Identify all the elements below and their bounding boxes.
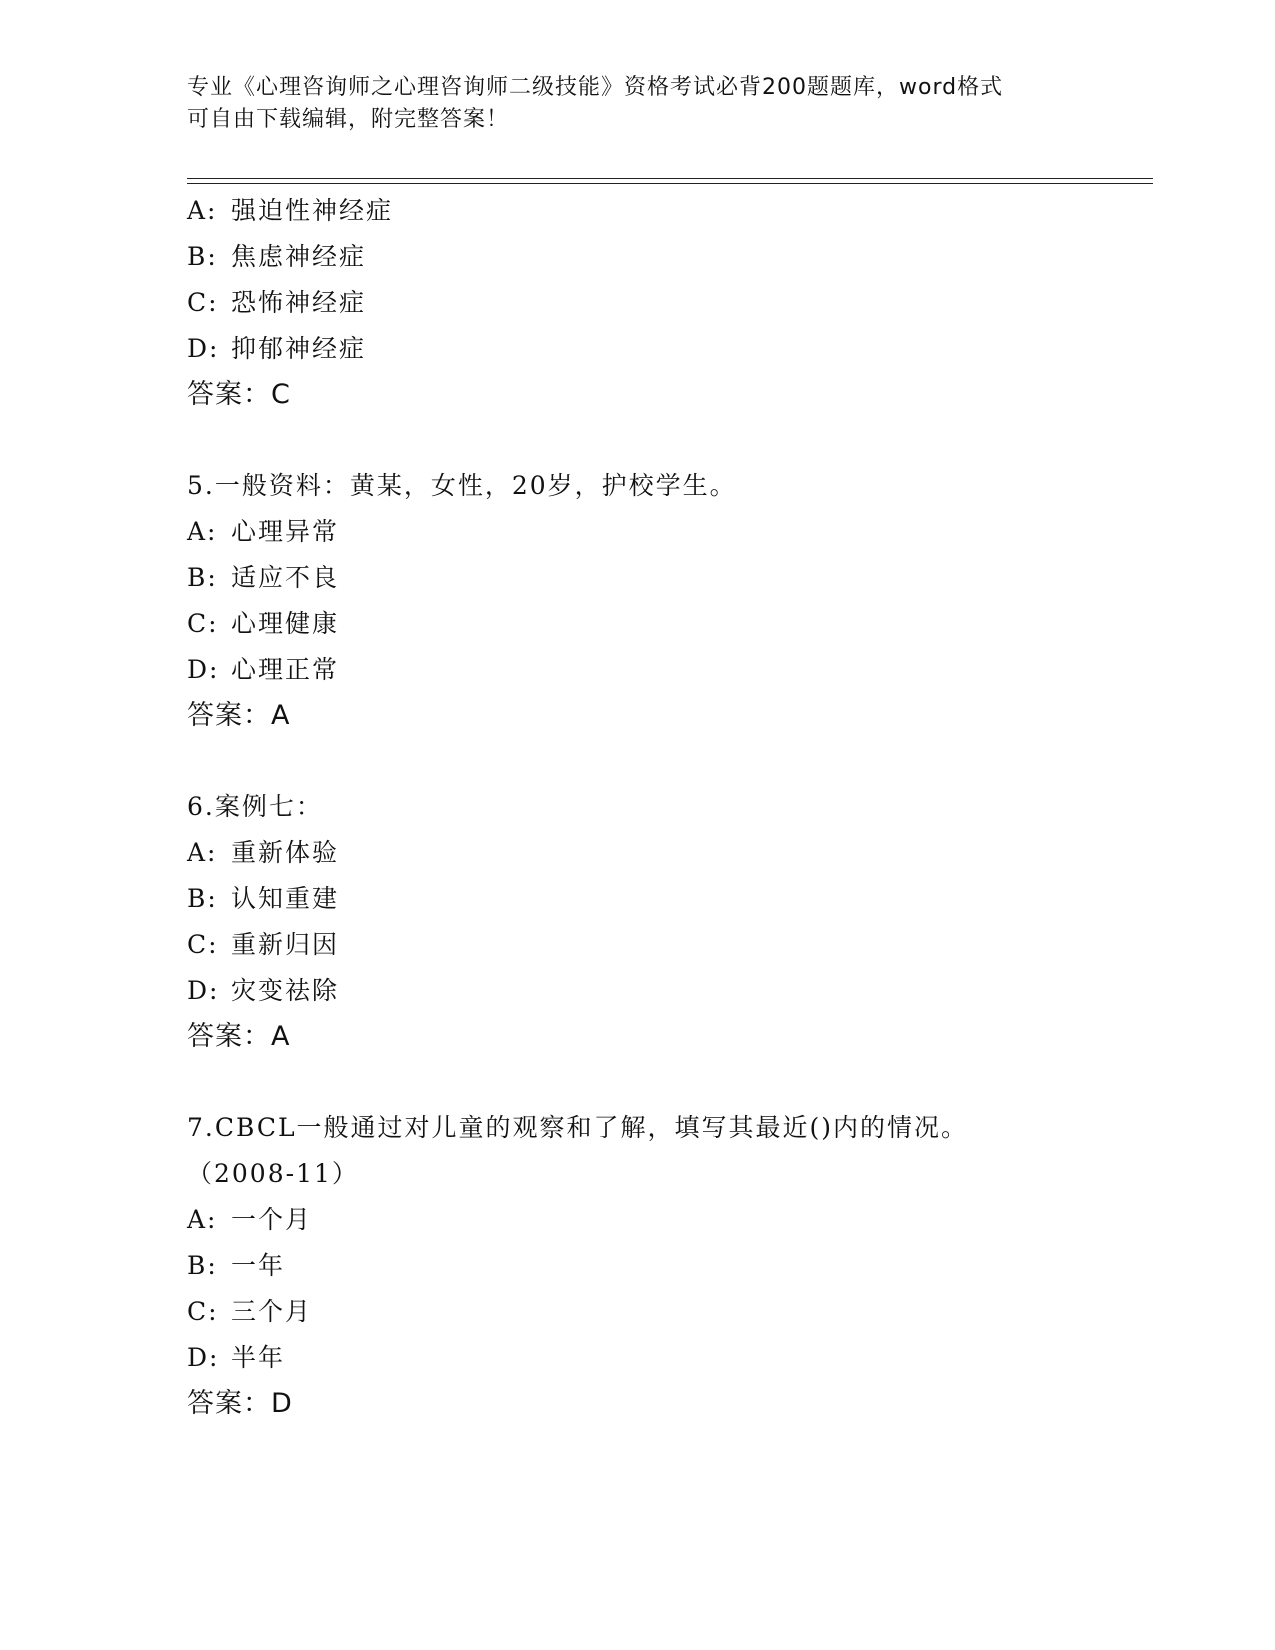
question-text: 7.CBCL一般通过对儿童的观察和了解，填写其最近()内的情况。（2008-11） <box>187 1113 969 1188</box>
option-b <box>187 234 1087 280</box>
option-b <box>187 555 1087 601</box>
header-line-2: 可自由下载编辑，附完整答案！ <box>187 107 510 132</box>
option-text: 重新归因 <box>231 930 340 959</box>
option-text: 适应不良 <box>231 563 340 592</box>
option-key: B: <box>187 563 218 592</box>
question-text: 6.案例七： <box>187 792 323 821</box>
answer-line: 答案：A <box>187 1021 291 1052</box>
question-6 <box>187 784 1087 1060</box>
option-text: 认知重建 <box>231 884 340 913</box>
option-a <box>187 188 1087 234</box>
option-text: 心理健康 <box>231 609 340 638</box>
option-text: 半年 <box>231 1343 286 1372</box>
answer-line: 答案：D <box>187 1388 293 1419</box>
option-text: 心理正常 <box>231 655 340 684</box>
question-text: 5.一般资料：黄某，女性，20岁，护校学生。 <box>187 471 737 500</box>
option-c <box>187 922 1087 968</box>
answer-line: 答案：A <box>187 700 291 731</box>
header-rule-bottom <box>187 183 1153 184</box>
question-list <box>187 188 1087 1427</box>
option-key: C: <box>187 288 219 317</box>
option-key: B: <box>187 1251 218 1280</box>
header-line-1: 专业《心理咨询师之心理咨询师二级技能》资格考试必背200题题库，word格式 <box>187 75 1004 100</box>
option-d <box>187 1335 1087 1381</box>
option-text: 焦虑神经症 <box>231 242 367 271</box>
option-key: D: <box>187 976 220 1005</box>
option-text: 心理异常 <box>231 517 340 546</box>
option-c <box>187 601 1087 647</box>
option-b <box>187 1243 1087 1289</box>
option-text: 恐怖神经症 <box>231 288 367 317</box>
question-partial <box>187 188 1087 418</box>
option-key: D: <box>187 655 220 684</box>
option-key: C: <box>187 930 219 959</box>
option-text: 一个月 <box>231 1205 313 1234</box>
option-key: B: <box>187 242 218 271</box>
option-key: D: <box>187 1343 220 1372</box>
header-rule-top <box>187 178 1153 179</box>
option-text: 三个月 <box>231 1297 313 1326</box>
option-text: 灾变祛除 <box>231 976 340 1005</box>
option-key: A: <box>187 196 218 225</box>
option-c <box>187 280 1087 326</box>
option-d <box>187 326 1087 372</box>
option-text: 一年 <box>231 1251 286 1280</box>
question-7 <box>187 1105 1087 1427</box>
option-key: A: <box>187 1205 218 1234</box>
question-5 <box>187 463 1087 739</box>
option-text: 抑郁神经症 <box>231 334 367 363</box>
answer-line: 答案：C <box>187 379 291 410</box>
option-b <box>187 876 1087 922</box>
option-key: C: <box>187 1297 219 1326</box>
option-d <box>187 968 1087 1014</box>
option-key: C: <box>187 609 219 638</box>
option-key: A: <box>187 838 218 867</box>
option-text: 强迫性神经症 <box>231 196 394 225</box>
option-key: A: <box>187 517 218 546</box>
option-a <box>187 1197 1087 1243</box>
option-a <box>187 830 1087 876</box>
option-key: B: <box>187 884 218 913</box>
option-text: 重新体验 <box>231 838 340 867</box>
document-header <box>187 72 1087 136</box>
option-c <box>187 1289 1087 1335</box>
option-key: D: <box>187 334 220 363</box>
option-d <box>187 647 1087 693</box>
option-a <box>187 509 1087 555</box>
